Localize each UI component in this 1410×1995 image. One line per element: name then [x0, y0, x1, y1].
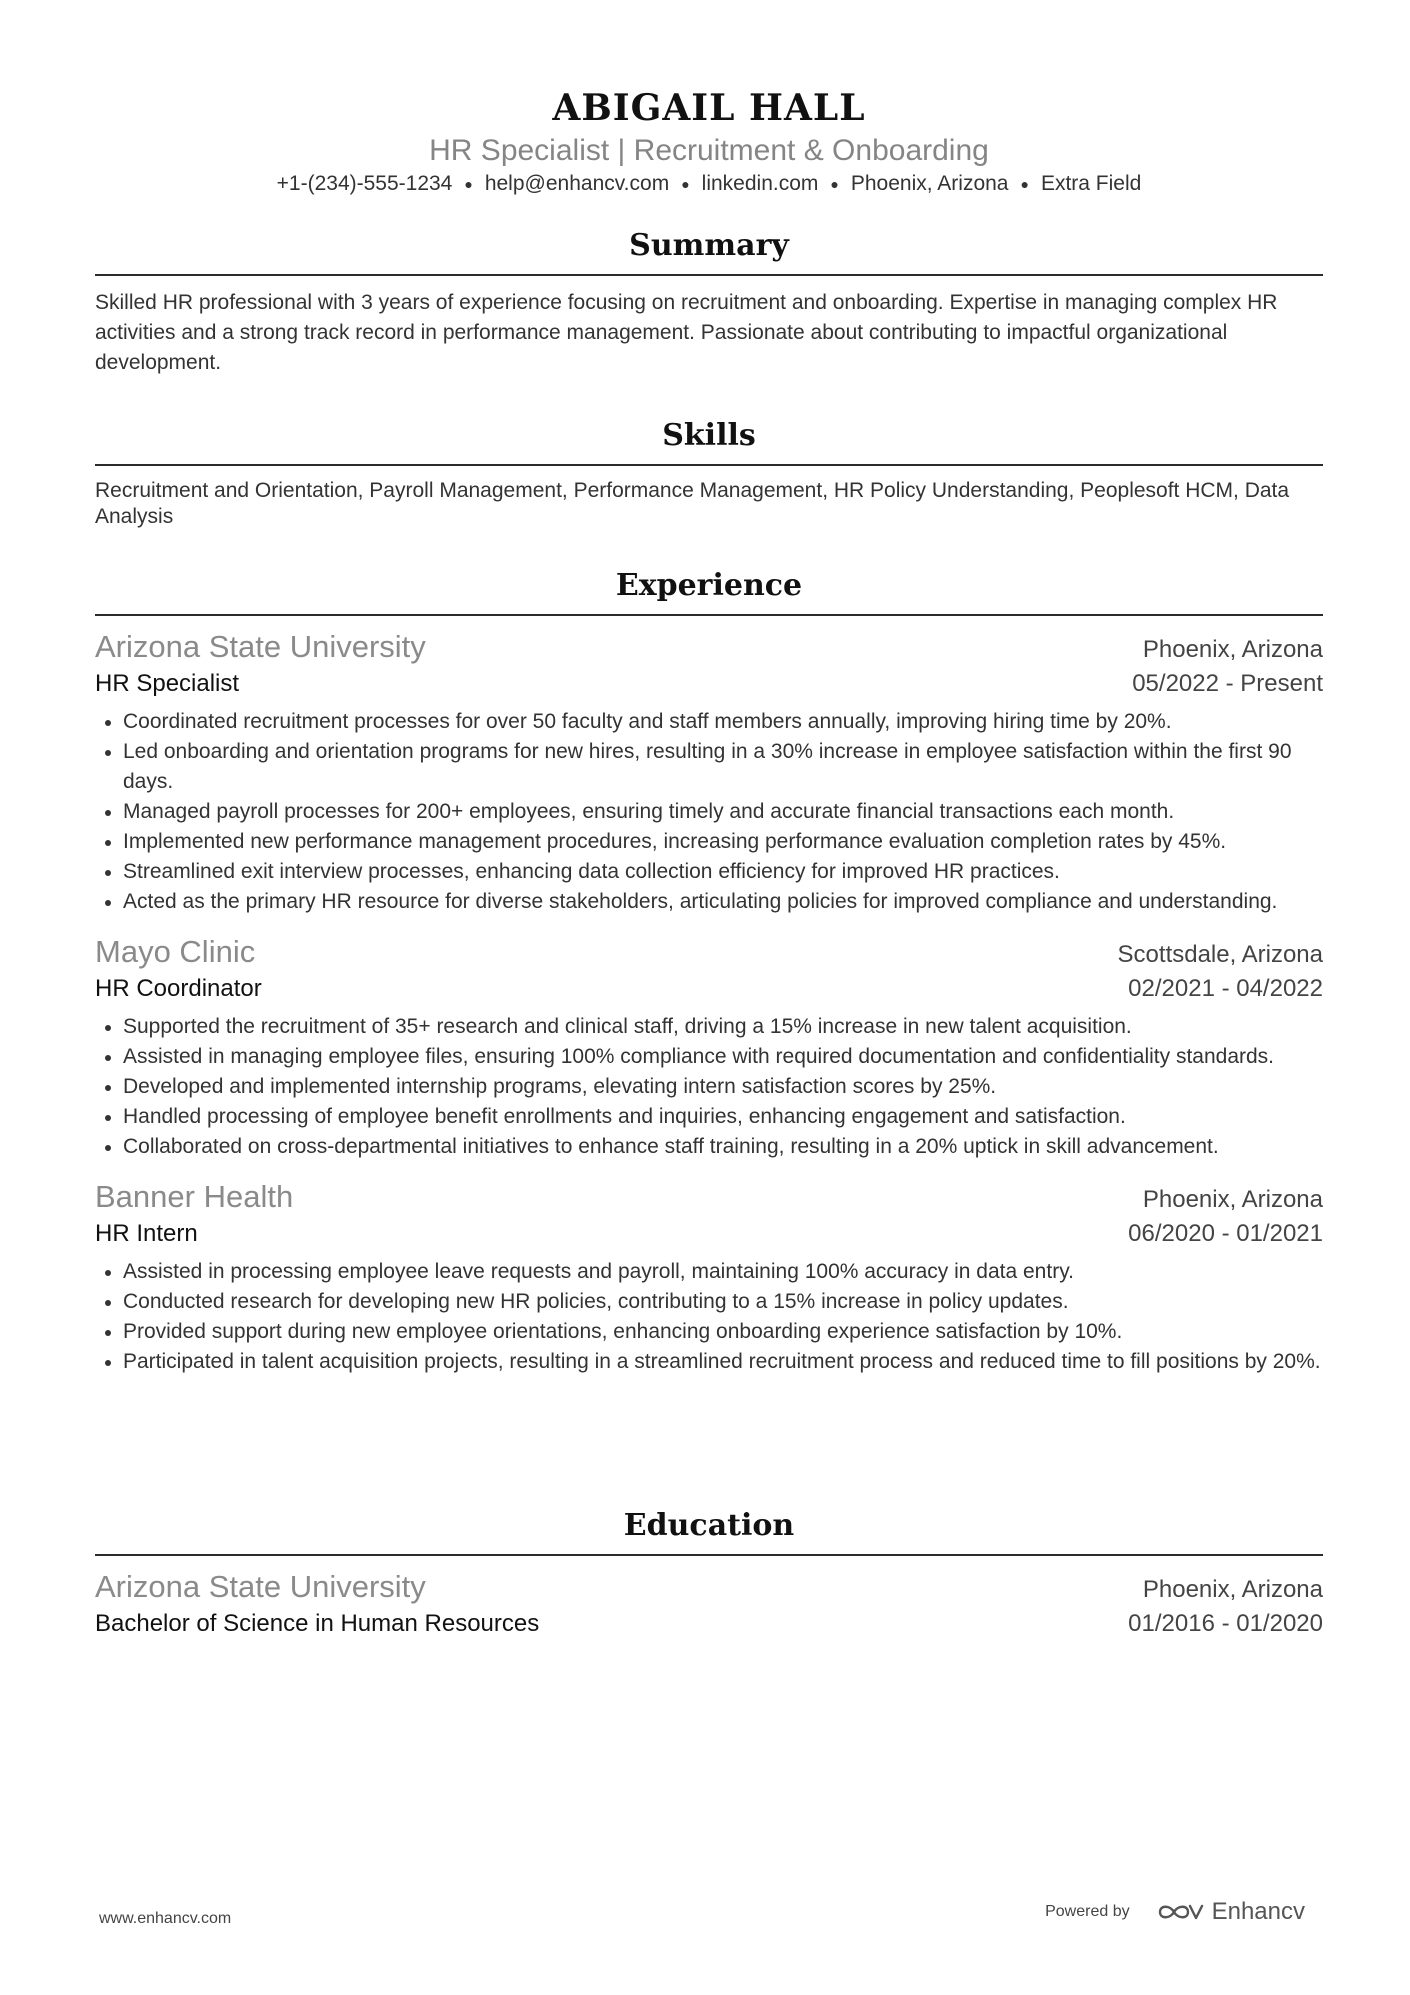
education-dates: 01/2016 - 01/2020	[1128, 1610, 1323, 1637]
section-title-summary: Summary	[95, 226, 1323, 276]
experience-location: Phoenix, Arizona	[1142, 636, 1323, 663]
bullet-item: Assisted in managing employee files, ensuring 100% compliance with required documentation and confidentiality standards.	[95, 1042, 1323, 1072]
experience-dates: 06/2020 - 01/2021	[1128, 1220, 1323, 1247]
experience-bullets	[95, 1257, 1323, 1377]
education-institution: Arizona State University	[95, 1569, 426, 1604]
experience-entry	[95, 628, 1323, 917]
summary-text: Skilled HR professional with 3 years of experience focusing on recruitment and onboarding. Expertise in managing complex HR activities and a strong track record in performance management. Passionate about contributing to impactful organizational development.	[95, 291, 1278, 374]
enhancv-brand[interactable]	[1156, 1898, 1305, 1926]
experience-organization: Arizona State University	[95, 629, 426, 664]
resume-page	[95, 0, 1323, 1637]
bullet-item: Collaborated on cross-departmental initiatives to enhance staff training, resulting in a 20% uptick in skill advancement.	[95, 1132, 1323, 1162]
contact-location: Phoenix, Arizona	[850, 172, 1009, 195]
contact-phone[interactable]: +1-(234)-555-1234	[276, 172, 453, 195]
experience-role: HR Coordinator	[95, 975, 262, 1002]
bullet-item: Developed and implemented internship programs, elevating intern satisfaction scores by 25%.	[95, 1072, 1323, 1102]
enhancv-logo-icon	[1156, 1900, 1204, 1924]
section-title-skills: Skills	[95, 416, 1323, 466]
contact-line	[95, 170, 1323, 198]
bullet-separator-icon: ●	[681, 176, 690, 193]
experience-entry	[95, 1178, 1323, 1377]
bullet-separator-icon: ●	[464, 176, 473, 193]
experience-section	[95, 566, 1323, 1377]
powered-by-label: Powered by	[1045, 1903, 1130, 1920]
bullet-item: Streamlined exit interview processes, enhancing data collection efficiency for improved HR practices.	[95, 857, 1323, 887]
candidate-headline: HR Specialist | Recruitment & Onboarding	[429, 134, 989, 167]
bullet-item: Participated in talent acquisition projects, resulting in a streamlined recruitment process and reduced time to fill positions by 20%.	[95, 1347, 1323, 1377]
experience-location: Phoenix, Arizona	[1142, 1186, 1323, 1213]
section-title-education: Education	[95, 1506, 1323, 1556]
bullet-item: Implemented new performance management procedures, increasing performance evaluation completion rates by 45%.	[95, 827, 1323, 857]
contact-email[interactable]: help@enhancv.com	[484, 172, 670, 195]
bullet-item: Provided support during new employee orientations, enhancing onboarding experience satisfaction by 10%.	[95, 1317, 1323, 1347]
bullet-item: Acted as the primary HR resource for diverse stakeholders, articulating policies for improved compliance and understanding.	[95, 887, 1323, 917]
bullet-item: Conducted research for developing new HR policies, contributing to a 15% increase in policy updates.	[95, 1287, 1323, 1317]
bullet-item: Led onboarding and orientation programs for new hires, resulting in a 30% increase in employee satisfaction within the first 90 days.	[95, 737, 1323, 797]
summary-section	[95, 226, 1323, 378]
experience-bullets	[95, 707, 1323, 917]
experience-bullets	[95, 1012, 1323, 1162]
experience-organization: Mayo Clinic	[95, 934, 256, 969]
bullet-separator-icon: ●	[1020, 176, 1029, 193]
candidate-name: ABIGAIL HALL	[552, 87, 866, 129]
bullet-item: Assisted in processing employee leave requests and payroll, maintaining 100% accuracy in data entry.	[95, 1257, 1323, 1287]
education-entry	[95, 1568, 1323, 1641]
skills-text: Recruitment and Orientation, Payroll Management, Performance Management, HR Policy Understanding, Peoplesoft HCM, Data Analysis	[95, 479, 1290, 528]
brand-name: Enhancv	[1211, 1898, 1305, 1925]
experience-dates: 05/2022 - Present	[1132, 670, 1323, 697]
experience-role: HR Intern	[95, 1220, 198, 1247]
experience-role: HR Specialist	[95, 670, 240, 697]
contact-extra: Extra Field	[1040, 172, 1142, 195]
experience-location: Scottsdale, Arizona	[1117, 941, 1323, 968]
experience-dates: 02/2021 - 04/2022	[1128, 975, 1323, 1002]
experience-entry	[95, 933, 1323, 1162]
skills-section	[95, 416, 1323, 530]
section-title-experience: Experience	[95, 566, 1323, 616]
bullet-item: Supported the recruitment of 35+ research and clinical staff, driving a 15% increase in new talent acquisition.	[95, 1012, 1323, 1042]
education-degree: Bachelor of Science in Human Resources	[95, 1610, 540, 1637]
footer-branding	[1045, 1898, 1305, 1926]
footer-website[interactable]: www.enhancv.com	[99, 1910, 232, 1927]
education-location: Phoenix, Arizona	[1142, 1576, 1323, 1603]
bullet-separator-icon: ●	[830, 176, 839, 193]
contact-linkedin[interactable]: linkedin.com	[701, 172, 819, 195]
bullet-item: Coordinated recruitment processes for over 50 faculty and staff members annually, improving hiring time by 20%.	[95, 707, 1323, 737]
experience-organization: Banner Health	[95, 1179, 294, 1214]
education-section	[95, 1506, 1323, 1641]
bullet-item: Managed payroll processes for 200+ employees, ensuring timely and accurate financial transactions each month.	[95, 797, 1323, 827]
bullet-item: Handled processing of employee benefit enrollments and inquiries, enhancing engagement and satisfaction.	[95, 1102, 1323, 1132]
